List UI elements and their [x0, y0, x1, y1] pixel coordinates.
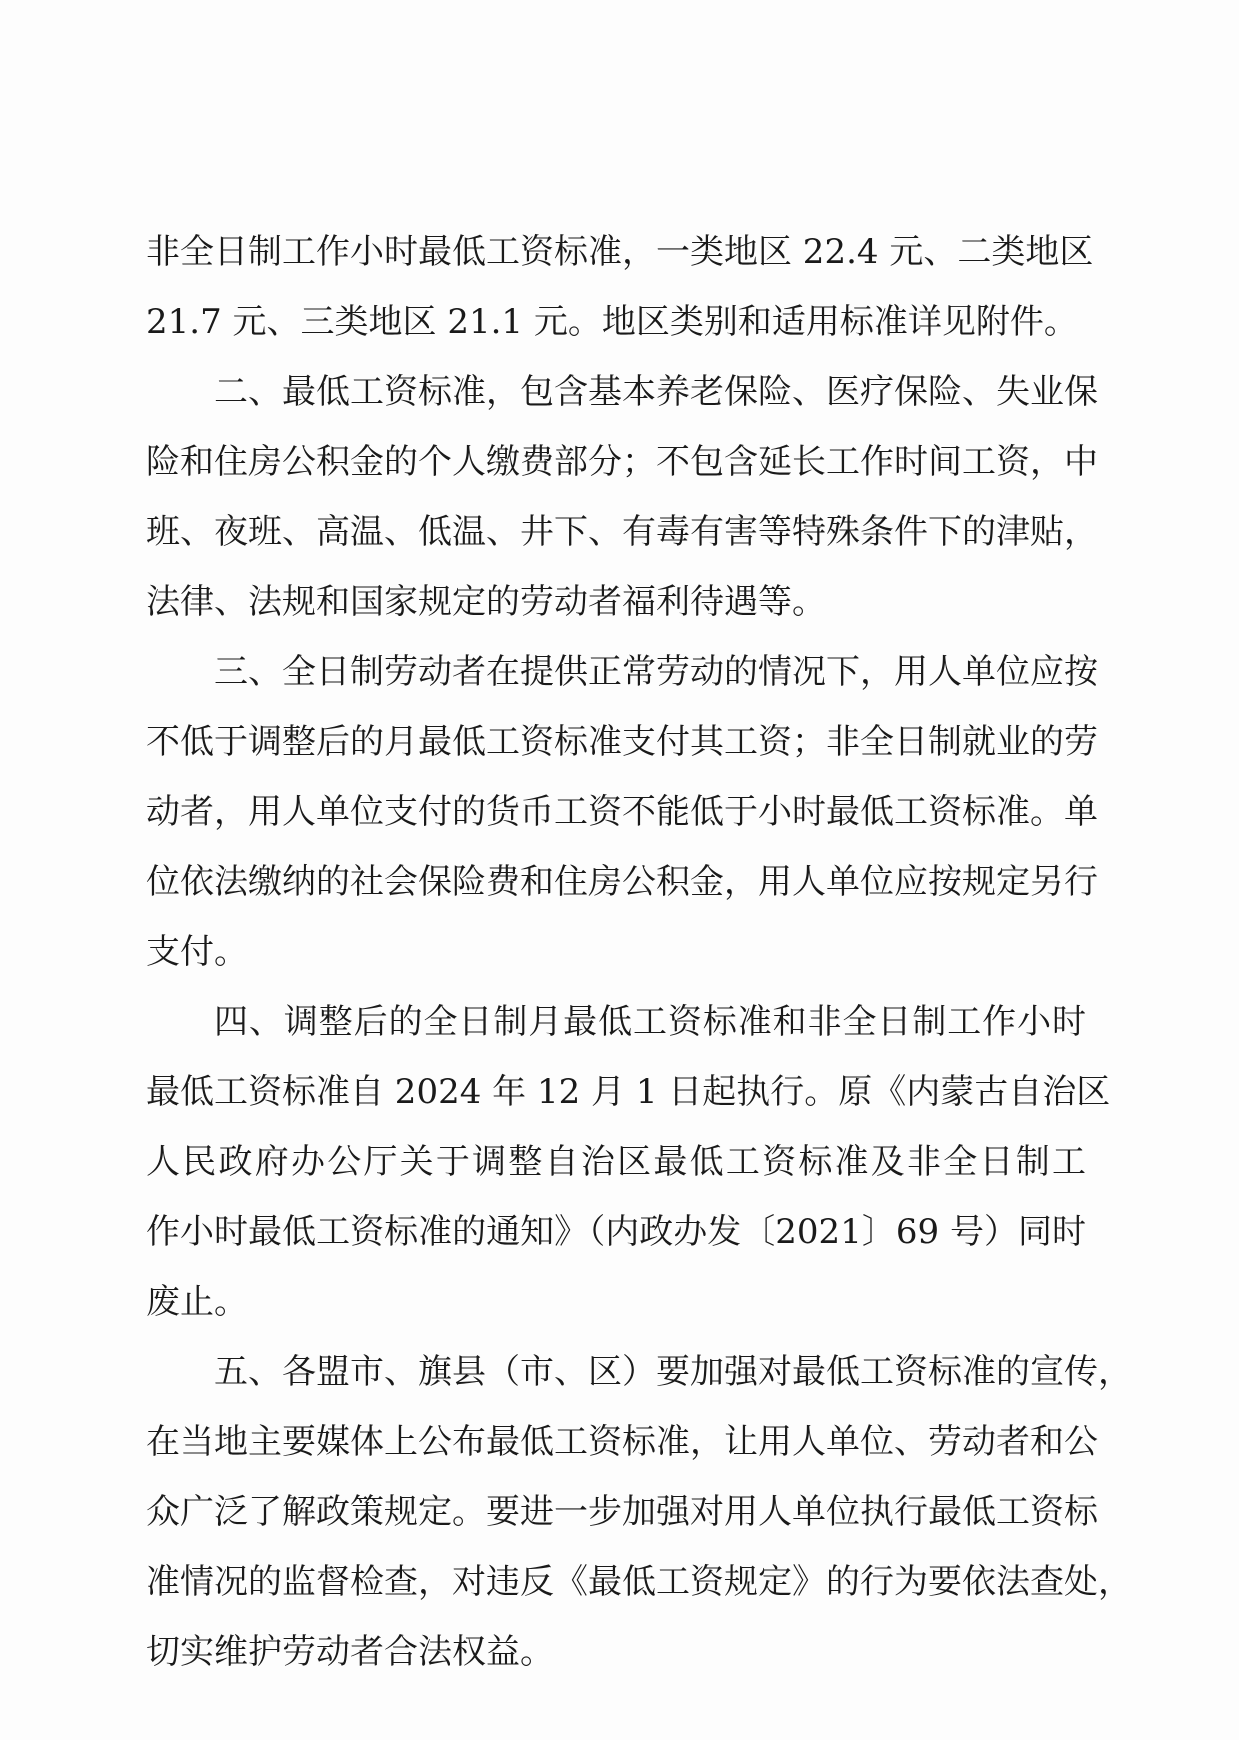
text-line: 在当地主要媒体上公布最低工资标准，让用人单位、劳动者和公 — [146, 1422, 1098, 1462]
text-line: 准情况的监督检查，对违反《最低工资规定》的行为要依法查处， — [146, 1562, 1132, 1602]
text-line: 非全日制工作小时最低工资标准，一类地区 22.4 元、二类地区 — [146, 232, 1094, 272]
text-line: 最低工资标准自 2024 年 12 月 1 日起执行。原《内蒙古自治区 — [146, 1072, 1111, 1112]
text-line: 人民政府办公厅关于调整自治区最低工资标准及非全日制工 — [146, 1142, 1086, 1182]
text-line: 险和住房公积金的个人缴费部分；不包含延长工作时间工资，中 — [146, 442, 1098, 482]
text-line: 切实维护劳动者合法权益。 — [146, 1632, 554, 1672]
text-line: 班、夜班、高温、低温、井下、有毒有害等特殊条件下的津贴， — [146, 512, 1098, 552]
text-line: 位依法缴纳的社会保险费和住房公积金，用人单位应按规定另行 — [146, 862, 1098, 902]
text-line: 废止。 — [146, 1282, 248, 1322]
text-line: 21.7 元、三类地区 21.1 元。地区类别和适用标准详见附件。 — [146, 302, 1078, 342]
text-line: 支付。 — [146, 932, 248, 972]
text-line: 三、全日制劳动者在提供正常劳动的情况下，用人单位应按 — [214, 652, 1098, 692]
text-line: 五、各盟市、旗县（市、区）要加强对最低工资标准的宣传， — [214, 1352, 1132, 1392]
text-line: 作小时最低工资标准的通知》（内政办发〔2021〕69 号）同时 — [146, 1212, 1086, 1252]
text-line: 二、最低工资标准，包含基本养老保险、医疗保险、失业保 — [214, 372, 1098, 412]
text-line: 不低于调整后的月最低工资标准支付其工资；非全日制就业的劳 — [146, 722, 1098, 762]
text-line: 四、调整后的全日制月最低工资标准和非全日制工作小时 — [214, 1002, 1086, 1042]
text-line: 法律、法规和国家规定的劳动者福利待遇等。 — [146, 582, 826, 622]
text-line: 众广泛了解政策规定。要进一步加强对用人单位执行最低工资标 — [146, 1492, 1098, 1532]
text-line: 动者，用人单位支付的货币工资不能低于小时最低工资标准。单 — [146, 792, 1098, 832]
